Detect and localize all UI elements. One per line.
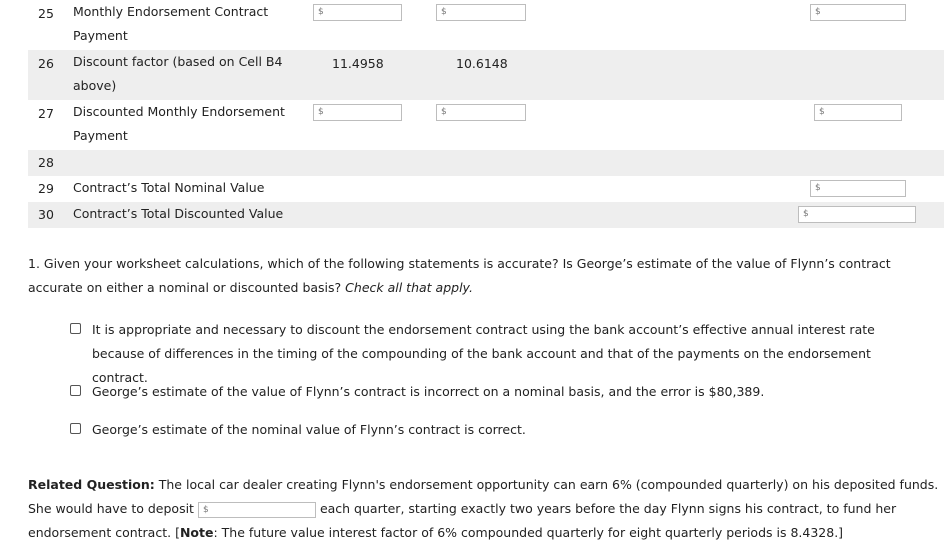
row-label	[73, 0, 268, 48]
row-label-line-1: Discounted Monthly Endorsement	[73, 104, 285, 119]
row-label	[73, 50, 282, 98]
monthly-payment-input-1[interactable]: $	[313, 4, 402, 21]
total-discounted-value-input[interactable]: $	[798, 206, 916, 223]
option-1[interactable]	[70, 318, 920, 385]
option-3-label: George’s estimate of the nominal value of Flynn’s contract is correct.	[92, 422, 526, 437]
question-instruction: Check all that apply.	[345, 280, 473, 295]
row-29	[28, 176, 944, 202]
question-text: 1. Given your worksheet calculations, which of the following statements is accurate? Is George’s estimate of the value of Flynn’s contract accurate on either a nominal or discounted basis?	[28, 256, 891, 295]
quarterly-deposit-input[interactable]: $	[198, 502, 316, 518]
discount-factor-1: 11.4958	[332, 56, 384, 71]
discount-factor-2: 10.6148	[456, 56, 508, 71]
option-1-checkbox[interactable]	[70, 323, 81, 334]
row-label	[73, 202, 283, 226]
row-label	[73, 100, 285, 148]
row-number: 28	[38, 155, 54, 170]
row-number: 30	[38, 207, 54, 222]
row-26	[28, 50, 944, 100]
row-30	[28, 202, 944, 228]
option-2-checkbox[interactable]	[70, 385, 81, 396]
option-3-checkbox[interactable]	[70, 423, 81, 434]
row-number: 26	[38, 56, 54, 71]
row-label-line-1: Contract’s Total Nominal Value	[73, 180, 265, 195]
related-question-text-3: : The future value interest factor of 6% compounded quarterly for eight quarterly periods is 8.4328.]	[213, 525, 844, 540]
row-label-line-1: Contract’s Total Discounted Value	[73, 206, 284, 221]
row-number: 27	[38, 106, 54, 121]
related-question	[28, 473, 940, 545]
monthly-payment-input-2[interactable]: $	[436, 4, 526, 21]
row-label	[73, 176, 264, 200]
row-label-line-1: Discount factor (based on Cell B4	[73, 54, 283, 69]
row-25	[28, 0, 944, 50]
option-1-label: It is appropriate and necessary to discount the endorsement contract using the bank account’s effective annual interest rate because of differences in the timing of the compounding of the bank account and that of the payments on the endorsement contract.	[92, 322, 875, 385]
row-number: 29	[38, 181, 54, 196]
related-question-heading: Related Question:	[28, 477, 155, 492]
row-label-line-2: Payment	[73, 128, 128, 143]
row-28	[28, 150, 944, 176]
row-number: 25	[38, 6, 54, 21]
row-27	[28, 100, 944, 150]
discounted-payment-input-2[interactable]: $	[436, 104, 526, 121]
note-label: Note	[179, 525, 214, 540]
row-label-line-2: Payment	[73, 28, 128, 43]
row-label-line-1: Monthly Endorsement Contract	[73, 4, 269, 19]
discounted-payment-input-3[interactable]: $	[814, 104, 902, 121]
related-question-text-1: The local car dealer creating Flynn's endorsement opportunity can earn 6% (compounded quarterly) on his deposited funds. She would have to deposit	[28, 477, 939, 516]
row-label-line-2: above)	[73, 78, 117, 93]
total-nominal-value-input[interactable]: $	[810, 180, 906, 197]
monthly-payment-input-3[interactable]: $	[810, 4, 906, 21]
option-3[interactable]	[70, 418, 920, 442]
question-1	[28, 252, 940, 300]
option-2[interactable]	[70, 380, 920, 404]
related-question-text-2: each quarter, starting exactly two years before the day Flynn signs his contract, to fund her endorsement contract. [	[28, 501, 897, 540]
option-2-label: George’s estimate of the value of Flynn’s contract is incorrect on a nominal basis, and the error is $80,389.	[92, 384, 765, 399]
discounted-payment-input-1[interactable]: $	[313, 104, 402, 121]
